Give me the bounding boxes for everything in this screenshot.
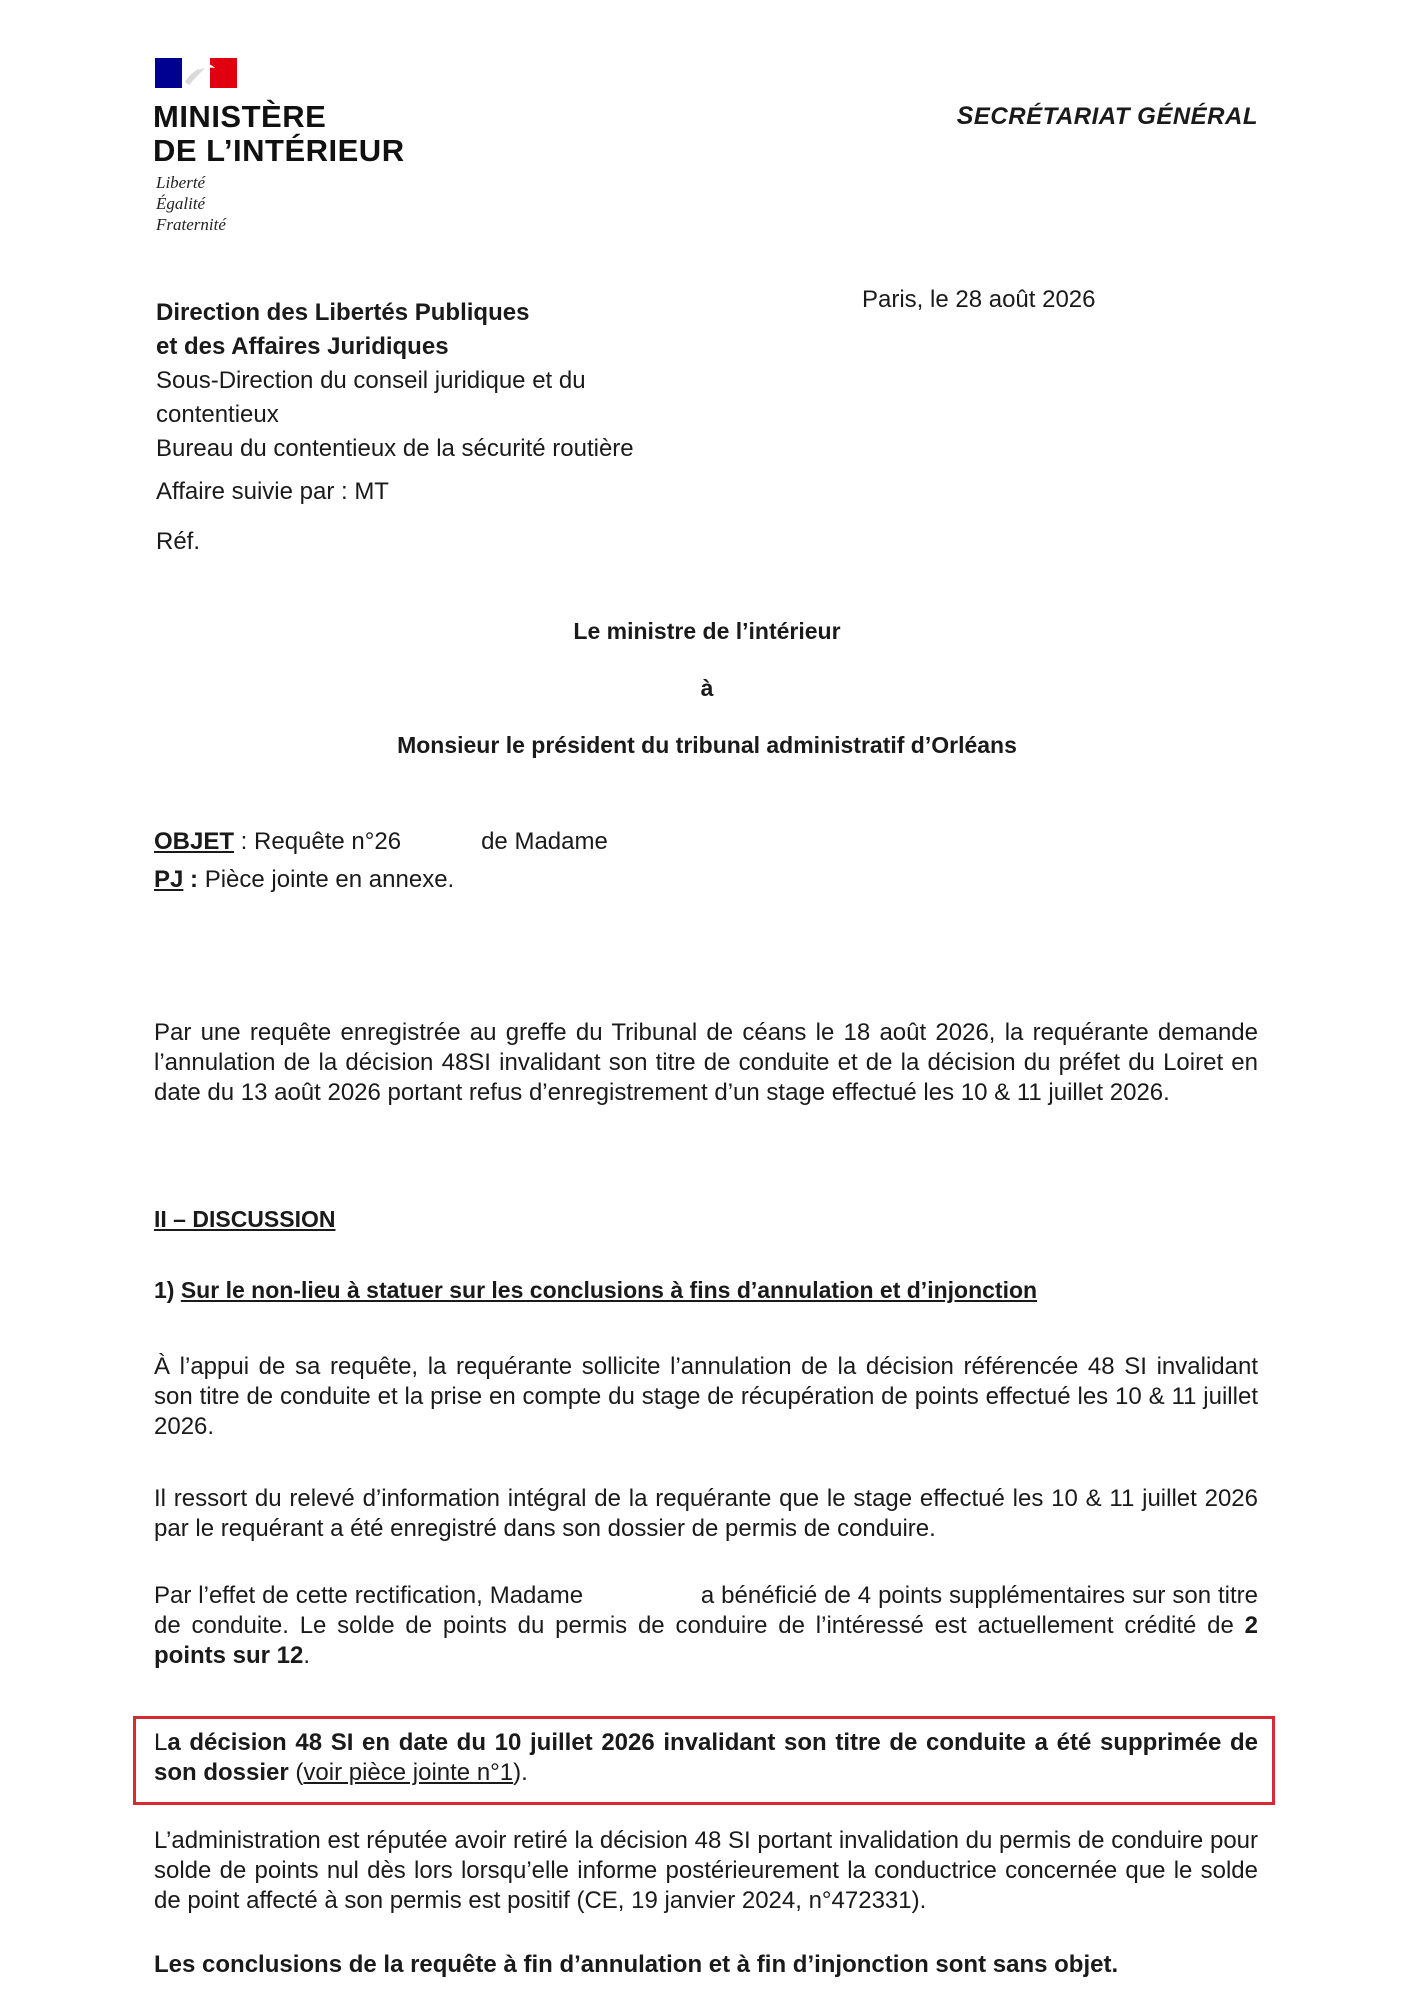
paragraph-4-mid: (	[288, 1759, 304, 1786]
object-line	[154, 828, 608, 856]
sender-bureau: Bureau du contentieux de la sécurité routière	[156, 435, 634, 462]
paragraph-1: À l’appui de sa requête, la requérante sollicite l’annulation de la décision référencée 48 SI invalidant son titre de conduite et la prise en compte du stage de récupération de points effectué les 10 & 11 juillet 2026.	[154, 1353, 1258, 1440]
paragraph-3	[154, 1581, 1265, 1671]
section-1-title: Sur le non-lieu à statuer sur les conclusions à fins d’annulation et d’injonction	[180, 1277, 1038, 1303]
paragraph-4-decision: a décision 48 SI en date du 10 juillet 2026 invalidant son titre de conduite a été supprimée de son dossier	[154, 1729, 1258, 1786]
attachment-link[interactable]: voir pièce jointe n°1	[303, 1759, 514, 1786]
secretariat-rest: ECRÉTARIAT GÉNÉRAL	[973, 103, 1258, 130]
motto-liberte: Liberté	[156, 173, 206, 192]
paragraph-3-text: Par l’effet de cette rectification, Madame a bénéficié de 4 points supplémentaires sur son titre de conduite. Le solde de points du permis de conduire de l’intéressé est actuellement crédité de	[154, 1582, 1265, 1639]
reference: Réf.	[156, 528, 201, 555]
secretariat-heading	[957, 102, 1258, 131]
paragraph-3-points: 2 points sur 12	[154, 1612, 1265, 1669]
ministry-name-line1: MINISTÈRE	[153, 99, 327, 134]
section-1-heading	[154, 1277, 1037, 1304]
paragraph-4-end: ).	[513, 1759, 528, 1786]
paragraph-3-end: .	[303, 1642, 311, 1669]
object-label: OBJET	[154, 828, 235, 855]
address-from: Le ministre de l’intérieur	[573, 618, 841, 644]
secretariat-initial: S	[956, 102, 974, 130]
sender-direction-line2: et des Affaires Juridiques	[156, 333, 449, 360]
attachment-colon: :	[183, 866, 205, 893]
sender-subdirection-line2: contentieux	[156, 401, 279, 428]
letter-date: Paris, le 28 août 2026	[862, 286, 1096, 313]
paragraph-4	[154, 1728, 1258, 1788]
attachment-text: Pièce jointe en annexe.	[204, 866, 455, 893]
paragraph-6-conclusion: Les conclusions de la requête à fin d’annulation et à fin d’injonction sont sans objet.	[154, 1951, 1119, 1978]
address-to-word: à	[700, 675, 714, 701]
object-text: : Requête n°26 de Madame	[234, 828, 608, 855]
sender-subdirection-line1: Sous-Direction du conseil juridique et du	[156, 367, 586, 394]
paragraph-5: L’administration est réputée avoir retiré la décision 48 SI portant invalidation du permis de conduire pour solde de points nul dès lors lorsqu’elle informe postérieurement la conductrice concernée que le solde de point affecté à son permis est positif (CE, 19 janvier 2024, n°472331).	[154, 1827, 1258, 1914]
section-1-number: 1)	[154, 1277, 181, 1303]
marianne-flag-logo	[155, 58, 237, 88]
motto-egalite: Égalité	[156, 194, 206, 213]
ministry-name	[153, 100, 405, 168]
sender-block	[156, 296, 634, 466]
sender-direction-line1: Direction des Libertés Publiques	[156, 299, 530, 326]
paragraph-4-first: L	[154, 1729, 168, 1756]
attachment-line	[154, 866, 454, 894]
attachment-label: PJ	[154, 866, 184, 893]
paragraph-2: Il ressort du relevé d’information intégral de la requérante que le stage effectué les 10 & 11 juillet 2026 par le requérant a été enregistré dans son dossier de permis de conduire.	[154, 1485, 1258, 1542]
motto-fraternite: Fraternité	[156, 215, 226, 234]
republic-motto	[156, 172, 226, 235]
address-to: Monsieur le président du tribunal administratif d’Orléans	[397, 732, 1017, 758]
ministry-name-line2: DE L’INTÉRIEUR	[153, 133, 405, 168]
intro-paragraph: Par une requête enregistrée au greffe du Tribunal de céans le 18 août 2026, la requérante demande l’annulation de la décision 48SI invalidant son titre de conduite et de la décision du préfet du Loiret en date du 13 août 2026 portant refus d’enregistrement d’un stage effectué les 10 & 11 juillet 2026.	[154, 1019, 1258, 1106]
followed-by: Affaire suivie par : MT	[156, 478, 389, 505]
discussion-heading: II – DISCUSSION	[154, 1206, 336, 1232]
